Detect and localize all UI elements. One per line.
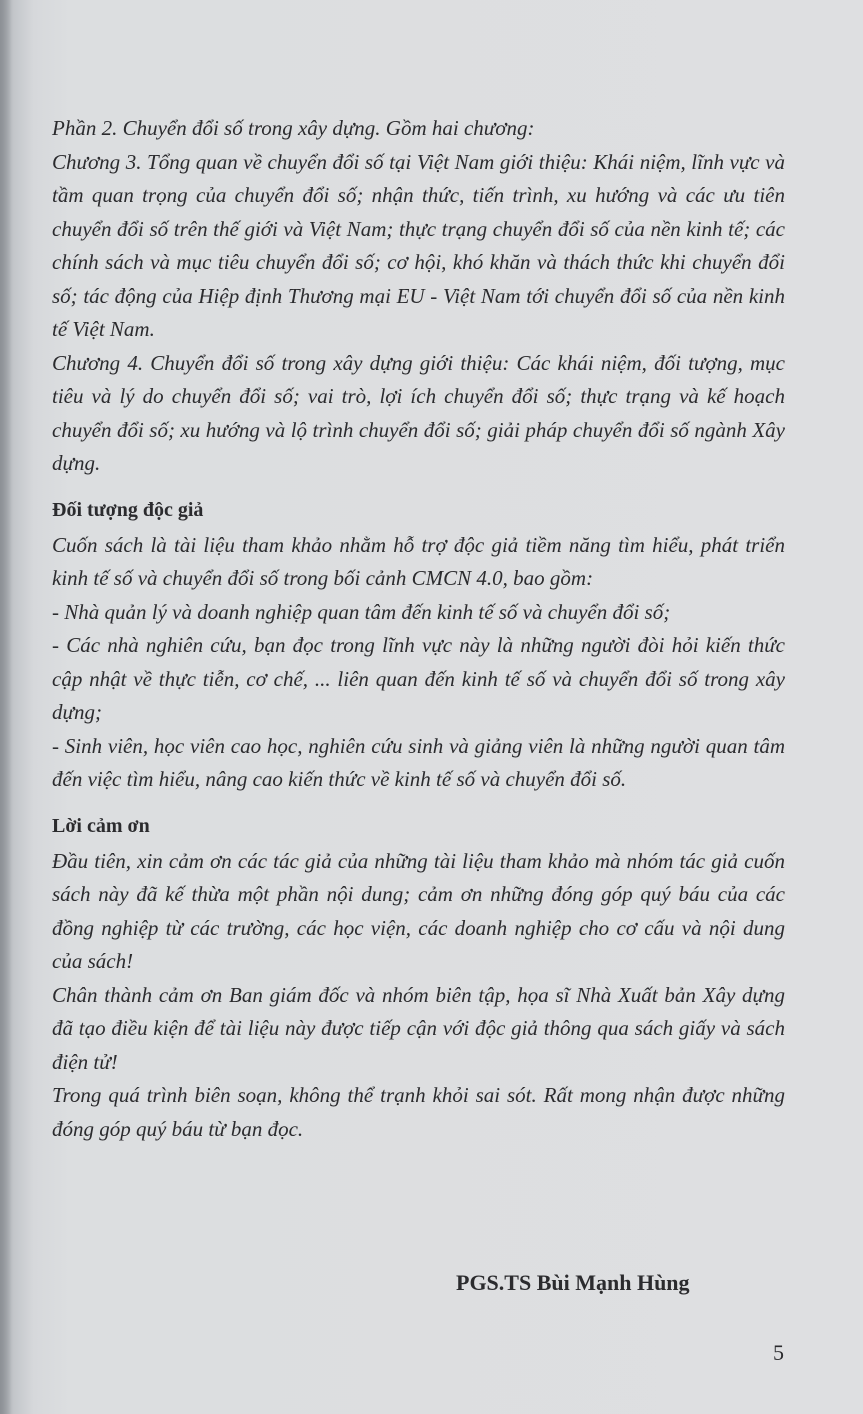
author-signature: PGS.TS Bùi Mạnh Hùng <box>456 1270 690 1295</box>
readers-item-researchers: - Các nhà nghiên cứu, bạn đọc trong lĩnh vực này là những người đòi hỏi kiến thức cập nhật về thực tiễn, cơ chế, ... liên quan đến kinh tế số và chuyển đổi số trong xây dựng; <box>52 633 785 724</box>
page-content <box>52 112 785 1146</box>
readers-heading: Đối tượng độc giả <box>52 498 204 521</box>
spine-shadow <box>0 0 12 1414</box>
thanks-heading: Lời cảm ơn <box>52 814 150 837</box>
thanks-paragraph-publisher: Chân thành cảm ơn Ban giám đốc và nhóm biên tập, họa sĩ Nhà Xuất bản Xây dựng đã tạo điều kiện để tài liệu này được tiếp cận với độc giả thông qua sách giấy và sách điện tử! <box>52 982 785 1074</box>
thanks-paragraph-authors: Đầu tiên, xin cảm ơn các tác giả của những tài liệu tham khảo mà nhóm tác giả cuốn sách này đã kế thừa một phần nội dung; cảm ơn những đóng góp quý báu của các đồng nghiệp từ các trường, các học viện, các doanh nghiệp cho cơ cấu và nội dung của sách! <box>52 848 785 973</box>
readers-item-managers: - Nhà quản lý và doanh nghiệp quan tâm đến kinh tế số và chuyển đổi số; <box>52 599 671 624</box>
readers-paragraph: Cuốn sách là tài liệu tham khảo nhằm hỗ trợ độc giả tiềm năng tìm hiểu, phát triển kinh tế số và chuyển đổi số trong bối cảnh CMCN 4.0, bao gồm: <box>52 532 785 590</box>
readers-item-students: - Sinh viên, học viên cao học, nghiên cứu sinh và giảng viên là những người quan tâm đến việc tìm hiểu, nâng cao kiến thức về kinh tế số và chuyển đổi số. <box>52 733 785 791</box>
page-number: 5 <box>773 1340 784 1365</box>
intro-paragraph-chapter3: Chương 3. Tổng quan về chuyển đổi số tại Việt Nam giới thiệu: Khái niệm, lĩnh vực và tầm quan trọng của chuyển đổi số; nhận thức, tiến trình, xu hướng và các ưu tiên chuyển đổi số trên thế giới và Việt Nam; thực trạng chuyển đổi số của nền kinh tế; các chính sách và mục tiêu chuyển đổi số; cơ hội, khó khăn và thách thức khi chuyển đổi số; tác động của Hiệp định Thương mại EU - Việt Nam tới chuyển đổi số của nền kinh tế Việt Nam. <box>52 149 785 341</box>
intro-paragraph-part2: Phần 2. Chuyển đổi số trong xây dựng. Gồm hai chương: <box>52 116 535 140</box>
intro-paragraph-chapter4: Chương 4. Chuyển đổi số trong xây dựng giới thiệu: Các khái niệm, đối tượng, mục tiêu và lý do chuyển đổi số; vai trò, lợi ích chuyển đổi số; thực trạng và kế hoạch chuyển đổi số; xu hướng và lộ trình chuyển đổi số; giải pháp chuyển đổi số ngành Xây dựng. <box>52 350 785 475</box>
thanks-paragraph-feedback: Trong quá trình biên soạn, không thể trạnh khỏi sai sót. Rất mong nhận được những đóng góp quý báu từ bạn đọc. <box>52 1083 785 1141</box>
